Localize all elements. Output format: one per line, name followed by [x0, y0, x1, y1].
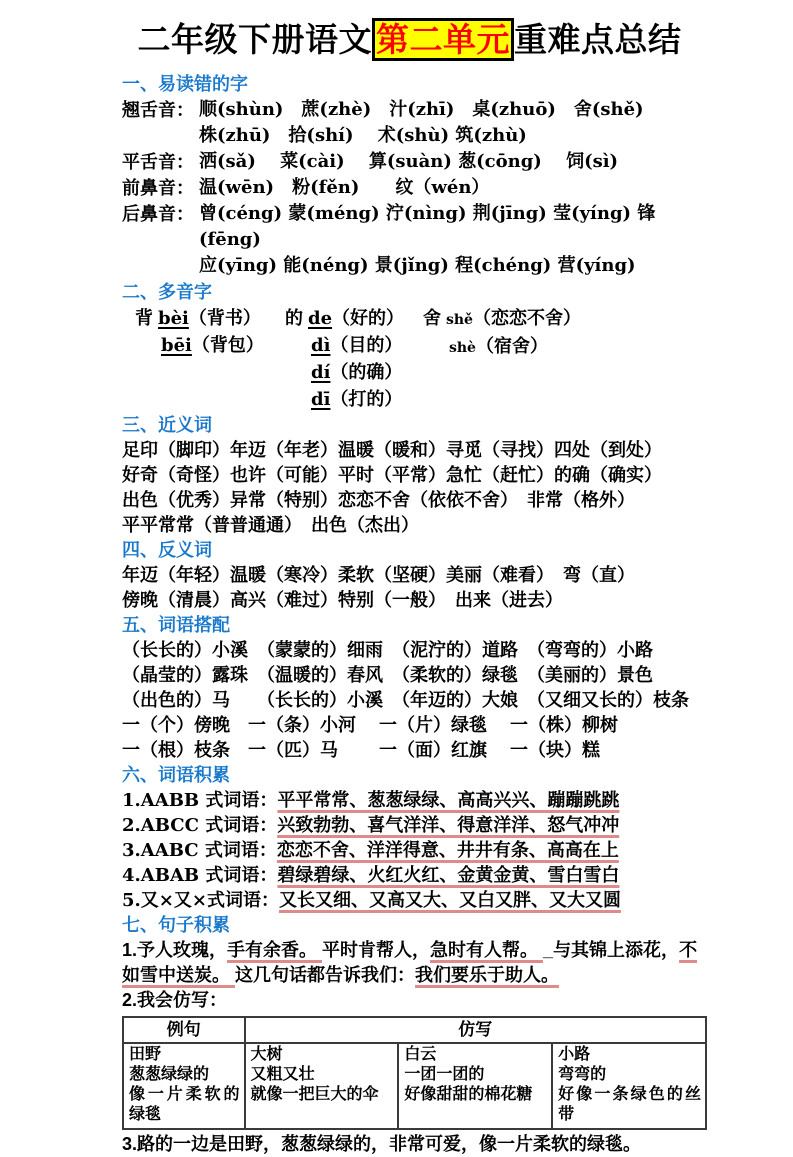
- duoyinzi-block: [122, 305, 707, 413]
- liangci-line: 一（根）枝条 一（匹）马 一（面）红旗 一（块）糕: [122, 740, 600, 760]
- s1-label: 翘舌音：: [122, 100, 194, 120]
- duoyin-word: （背包）: [191, 335, 264, 355]
- s1-label: [122, 123, 199, 149]
- juzi-sentence-1: [122, 938, 707, 988]
- section-6-heading: 六、词语积累: [122, 765, 230, 785]
- jinyici-line: 出色（优秀）异常（特别）恋恋不舍（依依不舍） 非常（格外）: [122, 490, 635, 510]
- ciyu-item-abcc: [122, 813, 707, 838]
- item-words: 兴致勃勃、喜气洋洋、得意洋洋、怒气冲冲: [277, 815, 620, 835]
- seg: 与其锦上添花，: [553, 940, 680, 960]
- fanyici-line: 年迈（年轻）温暖（寒冷）柔软（坚硬）美丽（难看） 弯（直）: [122, 565, 635, 585]
- duoyin-row: [423, 305, 707, 333]
- s1-line-qiaosheyin-2: [122, 123, 707, 149]
- s1-entries: 应(yīng) 能(néng) 景(jǐng) 程(chéng) 营(yíng): [199, 255, 636, 276]
- duoyin-row: [423, 333, 707, 361]
- title-suffix: 重难点总结: [514, 21, 682, 58]
- dapei-line: （出色的）马 （长长的）小溪 （年迈的）大娘 （又细又长的）枝条: [122, 690, 689, 710]
- juzi-line-3: 3.路的一边是田野，葱葱绿绿的，非常可爱，像一片柔软的绿毯。: [122, 1134, 642, 1154]
- section-4-heading: 四、反义词: [122, 540, 212, 560]
- item-label: 5.又×又×式词语：: [122, 890, 279, 911]
- duoyin-word: （的确）: [330, 362, 403, 382]
- item-words: 恋恋不舍、洋洋得意、井井有条、高高在上: [276, 840, 619, 860]
- juzi-line-2: 2.我会仿写：: [122, 990, 228, 1010]
- item-label: 4.ABAB 式词语：: [122, 865, 278, 886]
- duoyin-word: （好的）: [332, 308, 405, 328]
- header-fangxie: 仿写: [245, 1017, 707, 1043]
- jinyici-line: 足印（脚印）年迈（年老）温暖（暖和）寻觅（寻找）四处（到处）: [122, 440, 662, 460]
- s1-label: 后鼻音：: [122, 204, 194, 224]
- section-7-heading: 七、句子积累: [122, 915, 230, 935]
- dapei-line: （晶莹的）露珠 （温暖的）春风 （柔软的）绿毯 （美丽的）景色: [122, 665, 653, 685]
- fangxie-table: [122, 1016, 707, 1130]
- duoyin-char: 的: [285, 308, 303, 328]
- s1-label: 平舌音：: [122, 152, 194, 172]
- seg-underlined: 急时有人帮。: [430, 940, 544, 960]
- pinyin: dì: [311, 335, 331, 356]
- s1-entries: 温(wēn) 粉(fěn) 纹（wén）: [199, 177, 490, 198]
- s1-entries: 曾(céng) 蒙(méng) 泞(nìng) 荆(jīng) 莹(yíng) 锋(fēng): [199, 203, 656, 250]
- cell-dashu: 大树 又粗又壮 就像一把巨大的伞: [245, 1043, 399, 1129]
- pinyin: shè: [449, 340, 476, 356]
- ciyu-item-aabb: [122, 788, 707, 813]
- pinyin: de: [308, 308, 333, 329]
- duoyin-col-she: [423, 305, 707, 413]
- seg: 平时肯帮人，: [322, 940, 431, 960]
- cell-tianye: 田野 葱葱绿绿的 像一片柔软的绿毯: [123, 1043, 245, 1129]
- s1-entries: 洒(sǎ) 菜(cài) 算(suàn) 葱(cōng) 饲(sì): [199, 151, 619, 172]
- pinyin: shě: [446, 312, 473, 328]
- duoyin-row: [285, 359, 423, 386]
- liangci-line: 一（个）傍晚 一（条）小河 一（片）绿毯 一（株）柳树: [122, 715, 618, 735]
- item-label: 1.AABB 式词语：: [122, 790, 278, 811]
- duoyin-word: （打的）: [330, 389, 403, 409]
- duoyin-row: [285, 305, 423, 332]
- cell-baiyun: 白云 一团一团的 好像甜甜的棉花糖: [398, 1043, 552, 1129]
- table-header-row: [123, 1017, 706, 1043]
- section-3-heading: 三、近义词: [122, 415, 212, 435]
- s1-line-qiaosheyin: [122, 97, 707, 123]
- pinyin: bēi: [161, 335, 192, 356]
- duoyin-word: （背书）: [188, 308, 261, 328]
- section-5-heading: 五、词语搭配: [122, 615, 230, 635]
- item-label: 2.ABCC 式词语：: [122, 815, 278, 836]
- page-title: [112, 18, 707, 62]
- ciyu-item-youxyoux: [122, 888, 707, 913]
- s1-line-qianbiyin: [122, 175, 707, 201]
- duoyin-word: （恋恋不舍）: [472, 308, 581, 328]
- s1-entries: 顺(shùn) 蔗(zhè) 汁(zhī) 桌(zhuō) 舍(shě): [199, 99, 644, 120]
- duoyin-word: （宿舍）: [475, 336, 548, 356]
- s1-line-houbiyin: [122, 201, 707, 253]
- pinyin: dí: [311, 362, 331, 383]
- duoyin-col-de: [285, 305, 423, 413]
- item-words: 又长又细、又高又大、又白又胖、又大又圆: [278, 890, 621, 910]
- seg-underlined: 手有余香。: [227, 940, 323, 960]
- s1-line-pingsheyin: [122, 149, 707, 175]
- jinyici-line: 好奇（奇怪）也许（可能）平时（平常）急忙（赶忙）的确（确实）: [122, 465, 662, 485]
- ciyu-item-abab: [122, 863, 707, 888]
- s1-label: 前鼻音：: [122, 178, 194, 198]
- seg: 1.予人玫瑰，: [122, 940, 228, 960]
- duoyin-row: [135, 305, 285, 332]
- cell-xiaolu: 小路 弯弯的 好像一条绿色的丝带: [552, 1043, 706, 1129]
- duoyin-row: [285, 332, 423, 359]
- s1-label: [122, 253, 199, 279]
- seg: 这几句话都告诉我们：: [235, 965, 416, 985]
- section-1-heading: 一、易读错的字: [122, 74, 248, 94]
- duoyin-char: 背: [135, 308, 153, 328]
- duoyin-row: [285, 386, 423, 413]
- duoyin-char: 舍: [423, 308, 441, 328]
- duoyin-row: [135, 332, 285, 359]
- seg-underlined: 不如雪中送炭。: [122, 940, 698, 985]
- fanyici-line: 傍晚（清晨）高兴（难过）特别（一般） 出来（进去）: [122, 590, 563, 610]
- pinyin: dī: [311, 389, 331, 410]
- item-words: 平平常常、葱葱绿绿、高高兴兴、蹦蹦跳跳: [277, 790, 620, 810]
- header-liju: 例句: [123, 1017, 245, 1043]
- jinyici-line: 平平常常（普普通通） 出色（杰出）: [122, 515, 419, 535]
- item-words: 碧绿碧绿、火红火红、金黄金黄、雪白雪白: [277, 865, 620, 885]
- item-label: 3.AABC 式词语：: [122, 840, 277, 861]
- table-body-row: [123, 1043, 706, 1129]
- dapei-line: （长长的）小溪 （蒙蒙的）细雨 （泥泞的）道路 （弯弯的）小路: [122, 640, 653, 660]
- title-highlight-unit: 第二单元: [372, 18, 514, 61]
- ciyu-item-aabc: [122, 838, 707, 863]
- section-2-heading: 二、多音字: [122, 282, 212, 302]
- duoyin-col-bei: [135, 305, 285, 413]
- seg: _: [543, 940, 554, 960]
- seg-underlined: 我们要乐于助人。: [415, 965, 560, 985]
- s1-line-houbiyin-2: [122, 253, 707, 279]
- title-prefix: 二年级下册语文: [137, 21, 372, 58]
- pinyin: bèi: [158, 308, 189, 329]
- s1-entries: 株(zhū) 拾(shí) 术(shù) 筑(zhù): [199, 125, 527, 146]
- duoyin-word: （目的）: [330, 335, 403, 355]
